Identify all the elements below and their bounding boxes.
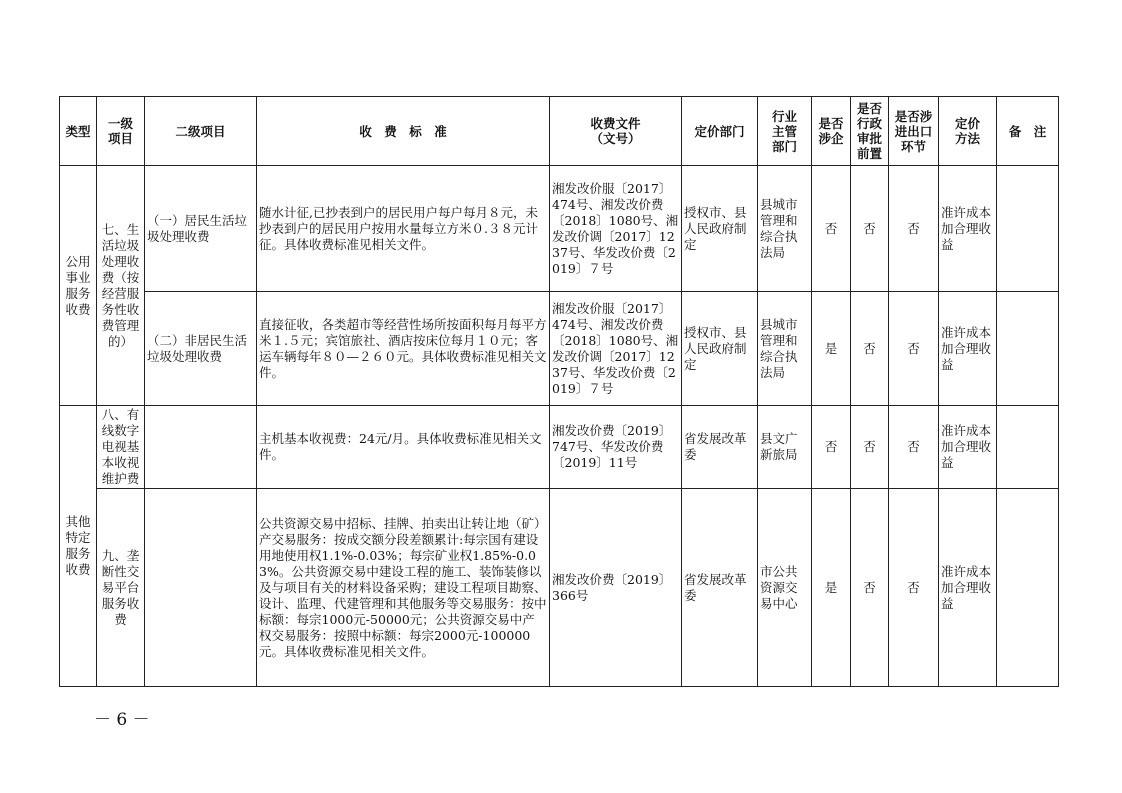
header-remarks: 备 注 [997, 97, 1059, 166]
cell-involves-enterprise: 否 [812, 166, 851, 292]
cell-standard: 公共资源交易中招标、挂牌、拍卖出让转让地（矿）产交易服务：按成交额分段差额累计:每宗国有建设用地使用权1.1%-0.03%；每宗矿业权1.85%-0.03%。公共资源交易中建设工程的施工、装饰装修以及与项目有关的材料设备采购；建设工程项目勘察、设计、监理、代建管理和其他服务等交易服务：按中标额：每宗1000元-50000元；公共资源交易中产权交易服务：按照中标额：每宗2000元-100000元。具体收费标准见相关文件。 [257, 489, 550, 687]
cell-standard: 主机基本收视费：24元/月。具体收费标准见相关文件。 [257, 406, 550, 489]
cell-import-export: 否 [889, 489, 939, 687]
header-pricing-dept: 定价部门 [682, 97, 758, 166]
cell-level1: 七、生活垃圾处理收费（按经营服务性收费管理的） [97, 166, 145, 406]
cell-industry-dept: 县城市管理和综合执法局 [758, 166, 812, 292]
cell-admin-approval: 否 [851, 166, 889, 292]
cell-remarks [997, 166, 1059, 292]
cell-level1: 八、有线数字电视基本收视维护费 [97, 406, 145, 489]
cell-industry-dept: 市公共资源交易中心 [758, 489, 812, 687]
header-admin-approval: 是否 行政 审批 前置 [851, 97, 889, 166]
cell-admin-approval: 否 [851, 292, 889, 406]
cell-doc: 湘发改价费〔2019〕747号、华发改价费〔2019〕11号 [550, 406, 682, 489]
header-standard: 收 费 标 准 [257, 97, 550, 166]
cell-remarks [997, 489, 1059, 687]
cell-remarks [997, 406, 1059, 489]
cell-admin-approval: 否 [851, 406, 889, 489]
cell-involves-enterprise: 是 [812, 489, 851, 687]
cell-level1: 九、垄断性交易平台服务收费 [97, 489, 145, 687]
cell-industry-dept: 县城市管理和综合执法局 [758, 292, 812, 406]
cell-level2 [145, 489, 257, 687]
cell-admin-approval: 否 [851, 489, 889, 687]
cell-industry-dept: 县文广新旅局 [758, 406, 812, 489]
table-row [60, 406, 1059, 489]
cell-standard: 直接征收，各类超市等经营性场所按面积每月每平方米１.５元；宾馆旅社、酒店按床位每月１０元；客运车辆每年８０—２６０元。具体收费标准见相关文件。 [257, 292, 550, 406]
cell-involves-enterprise: 否 [812, 406, 851, 489]
cell-type: 其他特定服务收费 [60, 406, 97, 687]
cell-standard: 随水计征,已抄表到户的居民用户每户每月８元，未抄表到户的居民用户按用水量每立方米０.３８元计征。具体收费标准见相关文件。 [257, 166, 550, 292]
table-row [60, 292, 1059, 406]
header-involves-enterprise: 是否 涉企 [812, 97, 851, 166]
header-import-export: 是否涉 进出口 环节 [889, 97, 939, 166]
page-number: － 6 － [94, 710, 150, 730]
cell-pricing-dept: 授权市、县人民政府制定 [682, 292, 758, 406]
cell-pricing-dept: 省发展改革委 [682, 406, 758, 489]
cell-pricing-method: 准许成本加合理收益 [939, 406, 997, 489]
cell-level2: （二）非居民生活垃圾处理收费 [145, 292, 257, 406]
cell-pricing-dept: 省发展改革委 [682, 489, 758, 687]
cell-type: 公用事业服务收费 [60, 166, 97, 406]
cell-level2 [145, 406, 257, 489]
cell-import-export: 否 [889, 406, 939, 489]
cell-level2: （一）居民生活垃圾处理收费 [145, 166, 257, 292]
cell-doc: 湘发改价服〔2017〕474号、湘发改价费〔2018〕1080号、湘发改价调〔2017〕1237号、华发改价费〔2019〕７号 [550, 166, 682, 292]
cell-pricing-dept: 授权市、县人民政府制定 [682, 166, 758, 292]
table-row [60, 489, 1059, 687]
fee-schedule-table [59, 96, 1059, 687]
cell-import-export: 否 [889, 166, 939, 292]
cell-involves-enterprise: 是 [812, 292, 851, 406]
header-level2: 二级项目 [145, 97, 257, 166]
table-row [60, 166, 1059, 292]
header-type: 类型 [60, 97, 97, 166]
header-level1: 一级 项目 [97, 97, 145, 166]
cell-doc: 湘发改价服〔2017〕474号、湘发改价费〔2018〕1080号、湘发改价调〔2017〕1237号、华发改价费〔2019〕７号 [550, 292, 682, 406]
header-industry-dept: 行业 主管 部门 [758, 97, 812, 166]
cell-pricing-method: 准许成本加合理收益 [939, 292, 997, 406]
cell-pricing-method: 准许成本加合理收益 [939, 166, 997, 292]
header-doc: 收费文件 （文号） [550, 97, 682, 166]
header-row [60, 97, 1059, 166]
cell-doc: 湘发改价费〔2019〕366号 [550, 489, 682, 687]
header-pricing-method: 定价 方法 [939, 97, 997, 166]
cell-pricing-method: 准许成本加合理收益 [939, 489, 997, 687]
cell-import-export: 否 [889, 292, 939, 406]
cell-remarks [997, 292, 1059, 406]
